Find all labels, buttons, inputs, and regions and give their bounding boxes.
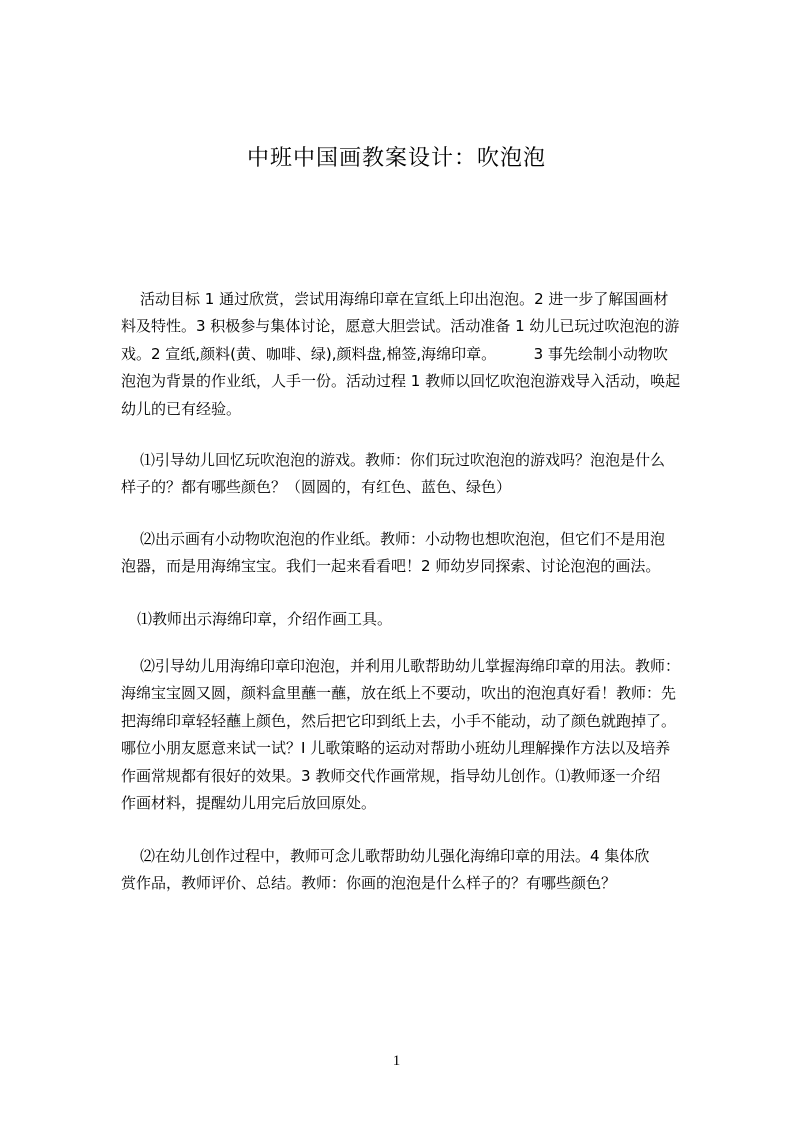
text-line: ⑵出示画有小动物吹泡泡的作业纸。教师：小动物也想吹泡泡，但它们不是用泡 <box>140 530 666 548</box>
paragraph-step-1 <box>121 447 721 502</box>
paragraph-step-5 <box>121 843 721 898</box>
text-line: ⑵引导幼儿用海绵印章印泡泡，并利用儿歌帮助幼儿掌握海绵印章的用法。教师： <box>140 657 681 675</box>
text-line: 赏作品，教师评价、总结。教师：你画的泡泡是什么样子的？有哪些颜色？ <box>121 874 617 893</box>
text-line: ⑴教师出示海绵印章，介绍作画工具。 <box>137 610 393 628</box>
paragraph-step-2 <box>121 526 721 581</box>
text-line: ⑴引导幼儿回忆玩吹泡泡的游戏。教师：你们玩过吹泡泡的游戏吗？泡泡是什么 <box>140 451 666 469</box>
text-line: 泡器，而是用海绵宝宝。我们一起来看看吧！2 师幼岁同探索、讨论泡泡的画法。 <box>121 557 661 576</box>
text-line: ⑵在幼儿创作过程中，教师可念儿歌帮助幼儿强化海绵印章的用法。4 集体欣 <box>140 847 650 865</box>
text-line: 把海绵印章轻轻蘸上颜色，然后把它印到纸上去，小手不能动，动了颜色就跑掉了。 <box>121 711 677 730</box>
text-line: 作画常规都有很好的效果。3 教师交代作画常规，指导幼儿创作。⑴教师逐一介绍 <box>121 766 661 785</box>
text-line: 哪位小朋友愿意来试一试？I 儿歌策略的运动对帮助小班幼儿理解操作方法以及培养 <box>121 739 671 758</box>
document-title: 中班中国画教案设计：吹泡泡 <box>246 146 546 171</box>
text-line: 作画材料，提醒幼儿用完后放回原处。 <box>121 793 377 812</box>
text-line: 海绵宝宝圆又圆，颜料盒里蘸一蘸，放在纸上不要动，吹出的泡泡真好看！教师：先 <box>121 684 677 703</box>
paragraph-step-3 <box>118 606 718 633</box>
paragraph-step-4 <box>121 653 721 817</box>
paragraph-activity-overview <box>121 286 721 423</box>
text-line: 活动目标 1 通过欣赏，尝试用海绵印章在宣纸上印出泡泡。2 进一步了解国画材 <box>140 290 669 308</box>
text-line: 幼儿的已有经验。 <box>121 399 242 418</box>
text-line: 料及特性。3 积极参与集体讨论，愿意大胆尝试。活动准备 1 幼儿已玩过吹泡泡的游 <box>121 317 680 336</box>
text-line: 戏。2 宣纸,颜料(黄、咖啡、绿),颜料盘,棉签,海绵印章。 3 事先绘制小动物吹 <box>121 344 668 363</box>
text-line: 样子的？都有哪些颜色？（圆圆的，有红色、蓝色、绿色） <box>121 478 512 497</box>
page-number: 1 <box>392 1053 401 1069</box>
text-line: 泡泡为背景的作业纸，人手一份。活动过程 1 教师以回忆吹泡泡游戏导入活动，唤起 <box>121 372 681 391</box>
